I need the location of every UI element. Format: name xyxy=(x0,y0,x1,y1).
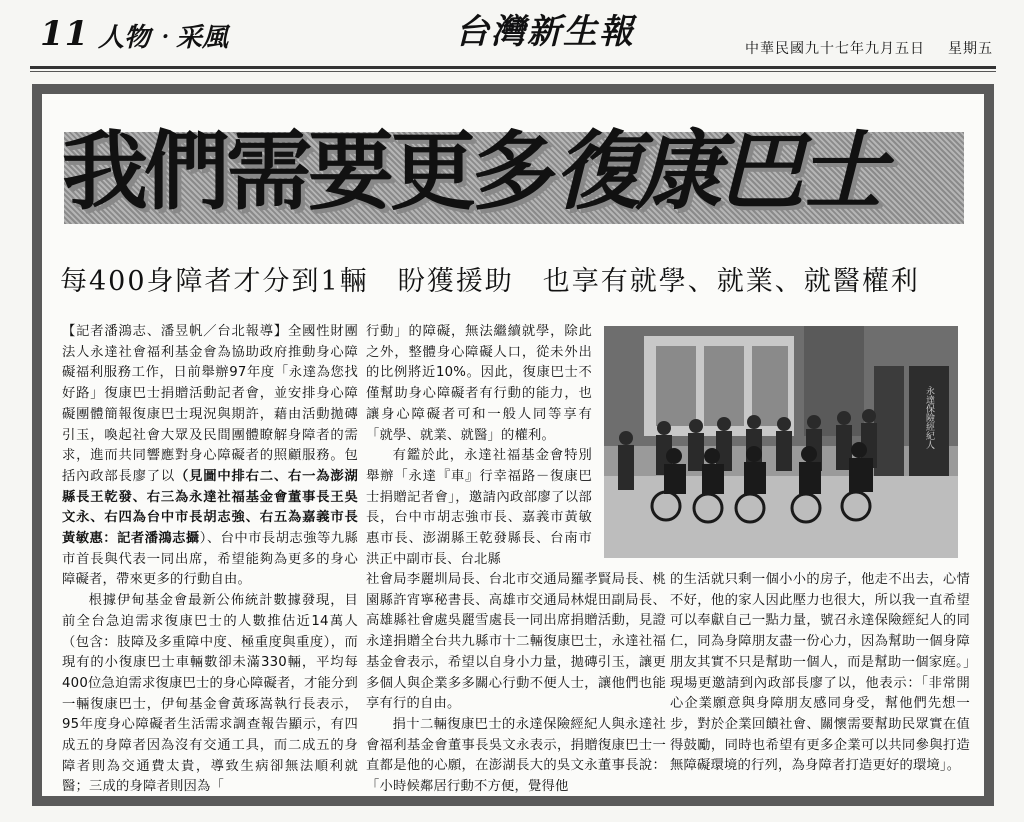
paragraph: 有鑑於此，永達社福基金會特別舉辦「永達『車』行幸福路－復康巴士捐贈記者會」，邀請內政部廖了以部長，台中市胡志強市長、嘉義市黃敏惠市長、澎湖縣王乾發縣長、台南市洪正中副市長、台北縣 xyxy=(366,448,592,567)
article-column-1 xyxy=(62,322,359,795)
section-title: 人物‧采風 xyxy=(98,23,229,53)
article-column-4 xyxy=(670,570,970,790)
paragraph xyxy=(62,322,358,591)
paragraph-text: 【記者潘鴻志、潘昱帆／台北報導】全國性財團法人永達社會福利基金會為協助政府推動身心障礙福利服務工作，日前舉辦97年度「永達為您找好路」復康巴士捐贈活動記者會，並安排身心障礙團體簡報復康巴士現況與期許，藉由活動拋磚引玉，喚起社會大眾及民間團體瞭解身障者的需求，進而共同響應對身心障礙者的照顧服務。包括內政部長廖了以 xyxy=(62,324,358,484)
headline-part-1: 我們需要更多 xyxy=(62,122,554,222)
masthead-rule xyxy=(30,66,996,69)
news-photo xyxy=(604,326,958,558)
photo-caption: （見圖中排右二、右一為澎湖縣長王乾發、右三為永達社福基金會董事長王吳文永、右四為台中市長胡志強、右五為嘉義市長黃敏惠：記者潘鴻志攝 xyxy=(62,468,358,547)
page-number: 11 xyxy=(40,14,90,54)
paragraph: 捐十二輛復康巴士的永達保險經紀人與永達社會福利基金會董事長吳文永表示，捐贈復康巴士一直都是他的心願，在澎湖長大的吳文永董事長說：「小時候鄰居行動不方便，覺得他 xyxy=(366,716,666,795)
photo-banner: 永達保險經紀人 xyxy=(924,386,934,449)
paragraph: 行動」的障礙，無法繼續就學，除此之外，整體身心障礙人口，從未外出的比例將近10%。因此，復康巴士不僅幫助身心障礙者有行動的能力，也讓身心障礙者可和一般人同等享有「就學、就業、就醫」的權利。 xyxy=(366,324,592,443)
issue-weekday: 星期五 xyxy=(948,41,993,57)
photo-image xyxy=(604,326,958,558)
paragraph: 根據伊甸基金會最新公佈統計數據發現，目前全台急迫需求復康巴士的人數推估近14萬人（包含：肢障及多重障中度、極重度與重度），而現有的小復康巴士車輛數卻未滿330輛，平均每400位急迫需求復康巴士的身心障礙者，才能分到一輛復康巴士，伊甸基金會黃琢嵩執行長表示，95年度身心障礙者生活需求調查報告顯示，有四成五的身障者因為沒有交通工具，而二成五的身障者則為交通費太貴，導致生病卻無法順利就醫；三成的身障者則因為「 xyxy=(62,593,358,795)
masthead-rule-thin xyxy=(30,71,996,72)
newspaper-logo: 台灣新生報 xyxy=(455,12,635,52)
article-column-2 xyxy=(366,322,592,567)
subheadline: 每400身障者才分到1輛 盼獲援助 也享有就學、就業、就醫權利 xyxy=(60,266,920,297)
paragraph: 的生活就只剩一個小小的房子，他走不出去，心情不好，他的家人因此壓力也很大，所以我一直希望可以奉獻自己一點力量，號召永達保險經紀人的同仁，同為身障朋友盡一份心力，因為幫助一個身障朋友其實不只是幫助一個人，而是幫助一個家庭。」現場更邀請到內政部長廖了以，他表示：「非常開心企業願意與身障朋友感同身受，幫他們先想一步，對於企業回饋社會、關懷需要幫助民眾實在值得鼓勵，同時也希望有更多企業可以共同參與打造無障礙環境的行列，為身障者打造更好的環境」。 xyxy=(670,572,970,774)
paragraph: 社會局李麗圳局長、台北市交通局羅孝賢局長、桃園縣許宵寧秘書長、高雄市交通局林焜田副局長、高雄縣社會處吳麗雪處長一同出席捐贈活動，見證永達捐贈全台共九縣市十二輛復康巴士，永達社福基金會表示，希望以自身小力量，拋磚引玉，讓更多個人與企業多多關心行動不便人士，讓他們也能享有行的自由。 xyxy=(366,572,666,712)
article-column-3 xyxy=(366,570,666,795)
headline-part-2: 復康巴士 xyxy=(554,122,882,222)
issue-date: 中華民國九十七年九月五日 xyxy=(745,41,925,57)
headline xyxy=(62,112,962,242)
masthead xyxy=(0,0,1024,78)
paragraph-text: ）、台中市長胡志強等九縣市首長與代表一同出席，希望能夠為更多的身心障礙者，帶來更多的行動自由。 xyxy=(62,531,359,588)
